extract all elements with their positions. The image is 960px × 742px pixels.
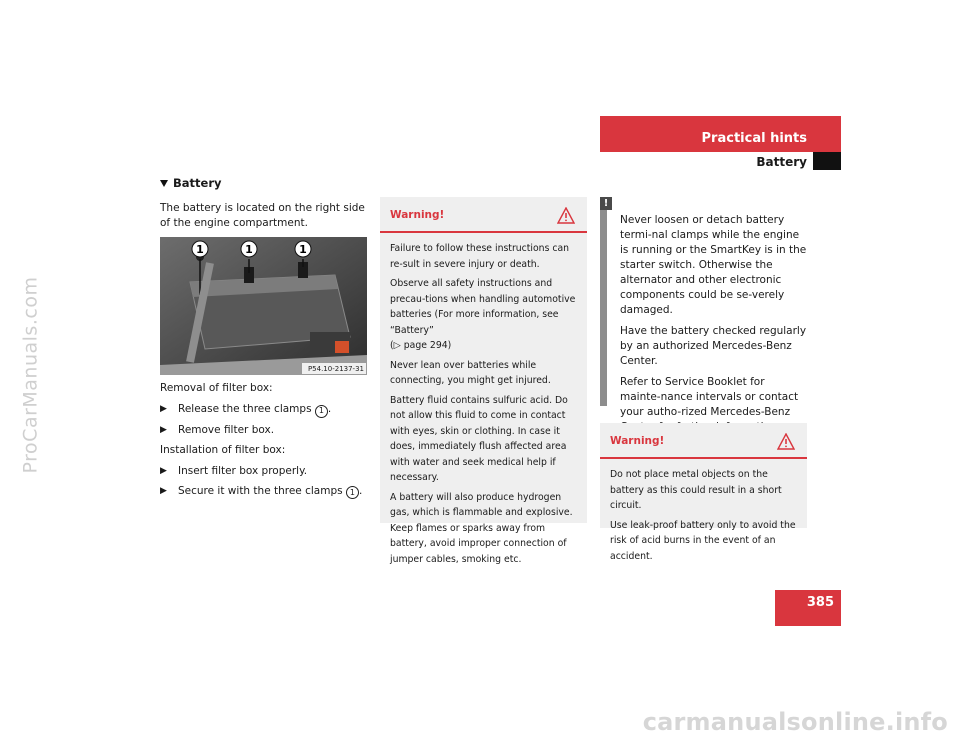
exclamation-icon: ! (600, 197, 612, 210)
removal-label: Removal of filter box: (160, 382, 273, 394)
header-marker (813, 152, 841, 170)
engine-compartment-photo (160, 237, 367, 375)
warning-text: Use leak-proof battery only to avoid the risk of acid burns in the event of an accident. (610, 519, 796, 562)
warning-text: A battery will also produce hydrogen gas, which is flammable and explosive. Keep flames or sparks away from battery, avoid improper connection of jumper cables, smoking etc. (390, 491, 573, 565)
section-header: Practical hints (600, 116, 841, 152)
warning-box (380, 197, 587, 565)
note-text: Never loosen or detach battery termi-nal clamps while the engine is running or the SmartKey is in the starter switch. Otherwise the alternator and other electronic components could be se-verely damaged. (620, 214, 807, 316)
warning-box (600, 423, 807, 562)
bottom-watermark: carmanualsonline.info (642, 708, 948, 736)
section-title: Battery (160, 176, 370, 191)
page-reference: (▷ page 294) (390, 340, 452, 351)
photo-callout-label: 1 (245, 243, 253, 256)
photo-callout-label: 1 (196, 243, 204, 256)
warning-text: Observe all safety instructions and precau-tions when handling automotive batteries (For more information, see “Battery” (▷ page 294) (390, 278, 576, 351)
note-text: Have the battery checked regularly by an authorized Mercedes-Benz Center. (620, 325, 807, 367)
hazard-triangle-icon (557, 207, 575, 224)
warning-header: Warning! (380, 205, 587, 233)
list-item: ▶ Release the three clamps 1 . (160, 402, 370, 418)
note-text: Refer to Service Booklet for mainte-nance intervals or contact your autho-rized Mercedes-Benz (620, 376, 799, 418)
callout-number: 1 (315, 405, 328, 418)
arrow-right-icon: ▶ (160, 485, 167, 496)
arrow-right-icon: ▶ (160, 465, 167, 476)
arrow-right-icon: ▶ (160, 424, 167, 435)
warning-header: Warning! (600, 431, 807, 459)
warning-text: Battery fluid contains sulfuric acid. Do not allow this fluid to come in contact with eyes, skin or clothing. In case it does, immediately flush affected area with water and seek medical help if necessary. (390, 394, 568, 483)
arrow-right-icon: ▶ (160, 404, 167, 414)
photo-callout-label: 1 (299, 243, 307, 256)
note-bar (600, 197, 607, 406)
page-number: 385 (775, 590, 841, 626)
subsection-header: Battery (756, 155, 807, 169)
list-item: ▶ Insert filter box properly. (160, 464, 308, 477)
battery-section (160, 176, 370, 504)
list-item: ▶ Remove filter box. (160, 423, 275, 436)
intro-text: The battery is located on the right side of the engine compartment. (160, 202, 365, 229)
installation-label: Installation of filter box: (160, 443, 286, 456)
hazard-triangle-icon (777, 433, 795, 450)
callout-number: 1 (346, 486, 359, 499)
warning-text: Failure to follow these instructions can re-sult in severe injury or death. (390, 243, 570, 270)
side-watermark: ProCarManuals.com (19, 276, 41, 474)
warning-text: Do not place metal objects on the battery as this could result in a short circuit. (610, 469, 782, 511)
triangle-down-icon (160, 180, 168, 187)
warning-text: Never lean over batteries while connecting, you might get injured. (390, 359, 551, 386)
list-item: ▶ Secure it with the three clamps 1 . (160, 484, 370, 500)
note-section (600, 197, 807, 441)
figure-code: P54.10-2137-31 (307, 365, 364, 373)
